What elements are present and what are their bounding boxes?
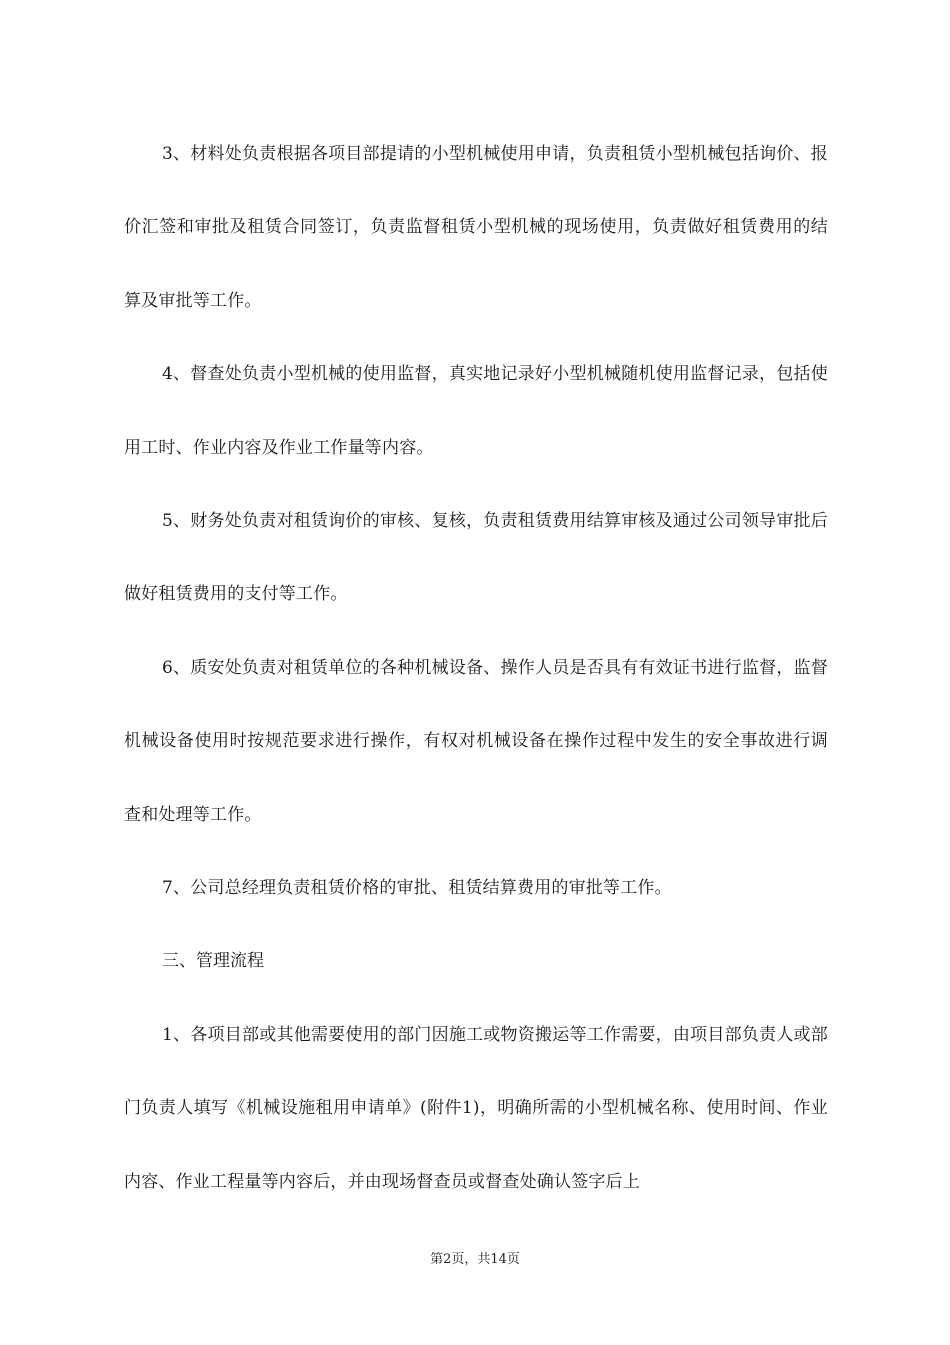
paragraph-general-manager: 7、公司总经理负责租赁价格的审批、租赁结算费用的审批等工作。 xyxy=(162,878,672,899)
paragraph-quality-safety-dept: 6、质安处负责对租赁单位的各种机械设备、操作人员是否具有有效证书进行监督，监督机械设备使用时按规范要求进行操作，有权对机械设备在操作过程中发生的安全事故进行调查和处理等工作。 xyxy=(124,657,828,825)
paragraph-finance-dept: 5、财务处负责对租赁询价的审核、复核，负责租赁费用结算审核及通过公司领导审批后做好租赁费用的支付等工作。 xyxy=(124,511,828,605)
paragraph-supervision-dept: 4、督查处负责小型机械的使用监督，真实地记录好小型机械随机使用监督记录，包括使用工时、作业内容及作业工作量等内容。 xyxy=(124,364,828,458)
page-number-footer: 第2页，共14页 xyxy=(430,1252,520,1267)
document-body xyxy=(124,118,828,1219)
paragraph-materials-dept: 3、材料处负责根据各项目部提请的小型机械使用申请，负责租赁小型机械包括询价、报价汇签和审批及租赁合同签订，负责监督租赁小型机械的现场使用，负责做好租赁费用的结算及审批等工作。 xyxy=(124,144,828,311)
section-heading-management-process: 三、管理流程 xyxy=(162,951,264,972)
paragraph-process-step-1: 1、各项目部或其他需要使用的部门因施工或物资搬运等工作需要，由项目部负责人或部门负责人填写《机械设施租用申请单》(附件1)，明确所需的小型机械名称、使用时间、作业内容、作业工程量等内容后，并由现场督查员或督查处确认签字后上 xyxy=(124,1024,828,1192)
